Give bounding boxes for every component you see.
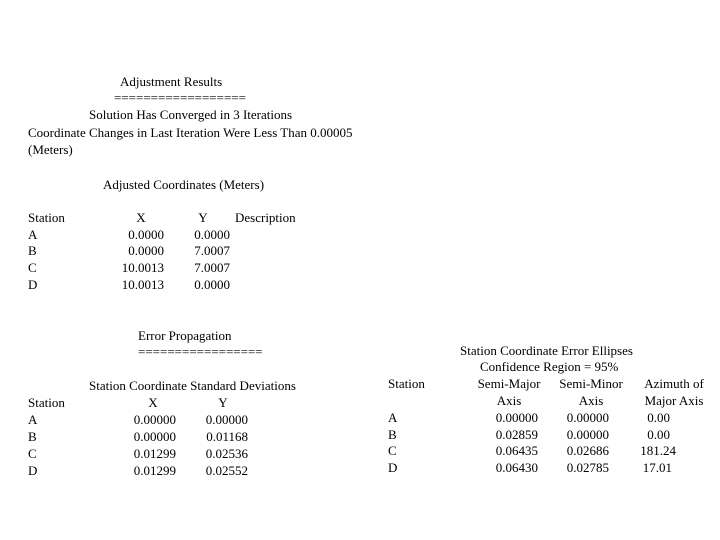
standard-deviations-title: Station Coordinate Standard Deviations xyxy=(89,378,296,393)
error-propagation-rule: ================= xyxy=(138,344,263,359)
header-azimuth-major-axis: Major Axis xyxy=(644,393,704,408)
x-cell: 0.01299 xyxy=(133,446,176,461)
x-cell: 0.01299 xyxy=(133,463,176,478)
x-cell: 0.0000 xyxy=(128,227,164,242)
y-cell: 0.02552 xyxy=(205,463,248,478)
adjustment-results-rule: ================== xyxy=(114,90,246,105)
x-cell: 10.0013 xyxy=(121,277,164,292)
units-note: (Meters) xyxy=(28,142,73,157)
station-cell: D xyxy=(28,463,38,478)
semi-minor-cell: 0.02785 xyxy=(566,460,609,475)
confidence-region: Confidence Region = 95% xyxy=(480,359,619,374)
header-x: X xyxy=(148,395,158,410)
semi-minor-cell: 0.02686 xyxy=(566,443,609,458)
x-cell: 10.0013 xyxy=(121,260,164,275)
header-semi-major-axis: Axis xyxy=(496,393,522,408)
header-semi-major: Semi-Major xyxy=(477,376,541,391)
station-cell: D xyxy=(388,460,398,475)
y-cell: 0.0000 xyxy=(194,227,230,242)
station-cell: C xyxy=(28,446,37,461)
station-cell: A xyxy=(28,227,38,242)
station-cell: A xyxy=(388,410,398,425)
header-y: Y xyxy=(198,210,208,225)
y-cell: 0.01168 xyxy=(206,429,248,444)
semi-minor-cell: 0.00000 xyxy=(566,427,609,442)
header-station: Station xyxy=(388,376,425,391)
header-description: Description xyxy=(235,210,296,225)
convergence-message: Solution Has Converged in 3 Iterations xyxy=(89,107,293,122)
station-cell: B xyxy=(388,427,397,442)
station-cell: C xyxy=(28,260,37,275)
semi-major-cell: 0.06430 xyxy=(495,460,538,475)
y-cell: 0.02536 xyxy=(205,446,248,461)
station-cell: D xyxy=(28,277,38,292)
azimuth-cell: 0.00 xyxy=(647,410,670,425)
y-cell: 7.0007 xyxy=(194,260,230,275)
header-station: Station xyxy=(28,210,65,225)
header-x: X xyxy=(136,210,146,225)
header-y: Y xyxy=(218,395,228,410)
x-cell: 0.0000 xyxy=(128,243,164,258)
error-ellipses-title: Station Coordinate Error Ellipses xyxy=(460,343,633,358)
x-cell: 0.00000 xyxy=(133,429,176,444)
azimuth-cell: 0.00 xyxy=(647,427,670,442)
error-propagation-title: Error Propagation xyxy=(138,328,232,343)
station-cell: C xyxy=(388,443,397,458)
header-azimuth: Azimuth of xyxy=(644,376,704,391)
y-cell: 7.0007 xyxy=(194,243,230,258)
y-cell: 0.00000 xyxy=(205,412,248,427)
adjustment-results-title: Adjustment Results xyxy=(120,74,223,89)
y-cell: 0.0000 xyxy=(194,277,230,292)
station-cell: B xyxy=(28,243,37,258)
header-station: Station xyxy=(28,395,65,410)
coordinate-changes-message: Coordinate Changes in Last Iteration Were Less Than 0.00005 xyxy=(28,125,353,140)
adjusted-coordinates-title: Adjusted Coordinates (Meters) xyxy=(103,177,265,192)
header-semi-minor-axis: Axis xyxy=(578,393,604,408)
semi-major-cell: 0.02859 xyxy=(495,427,538,442)
header-semi-minor: Semi-Minor xyxy=(559,376,623,391)
station-cell: B xyxy=(28,429,37,444)
azimuth-cell: 17.01 xyxy=(642,460,672,475)
azimuth-cell: 181.24 xyxy=(640,443,676,458)
semi-minor-cell: 0.00000 xyxy=(566,410,609,425)
x-cell: 0.00000 xyxy=(133,412,176,427)
semi-major-cell: 0.06435 xyxy=(495,443,538,458)
station-cell: A xyxy=(28,412,38,427)
semi-major-cell: 0.00000 xyxy=(495,410,538,425)
